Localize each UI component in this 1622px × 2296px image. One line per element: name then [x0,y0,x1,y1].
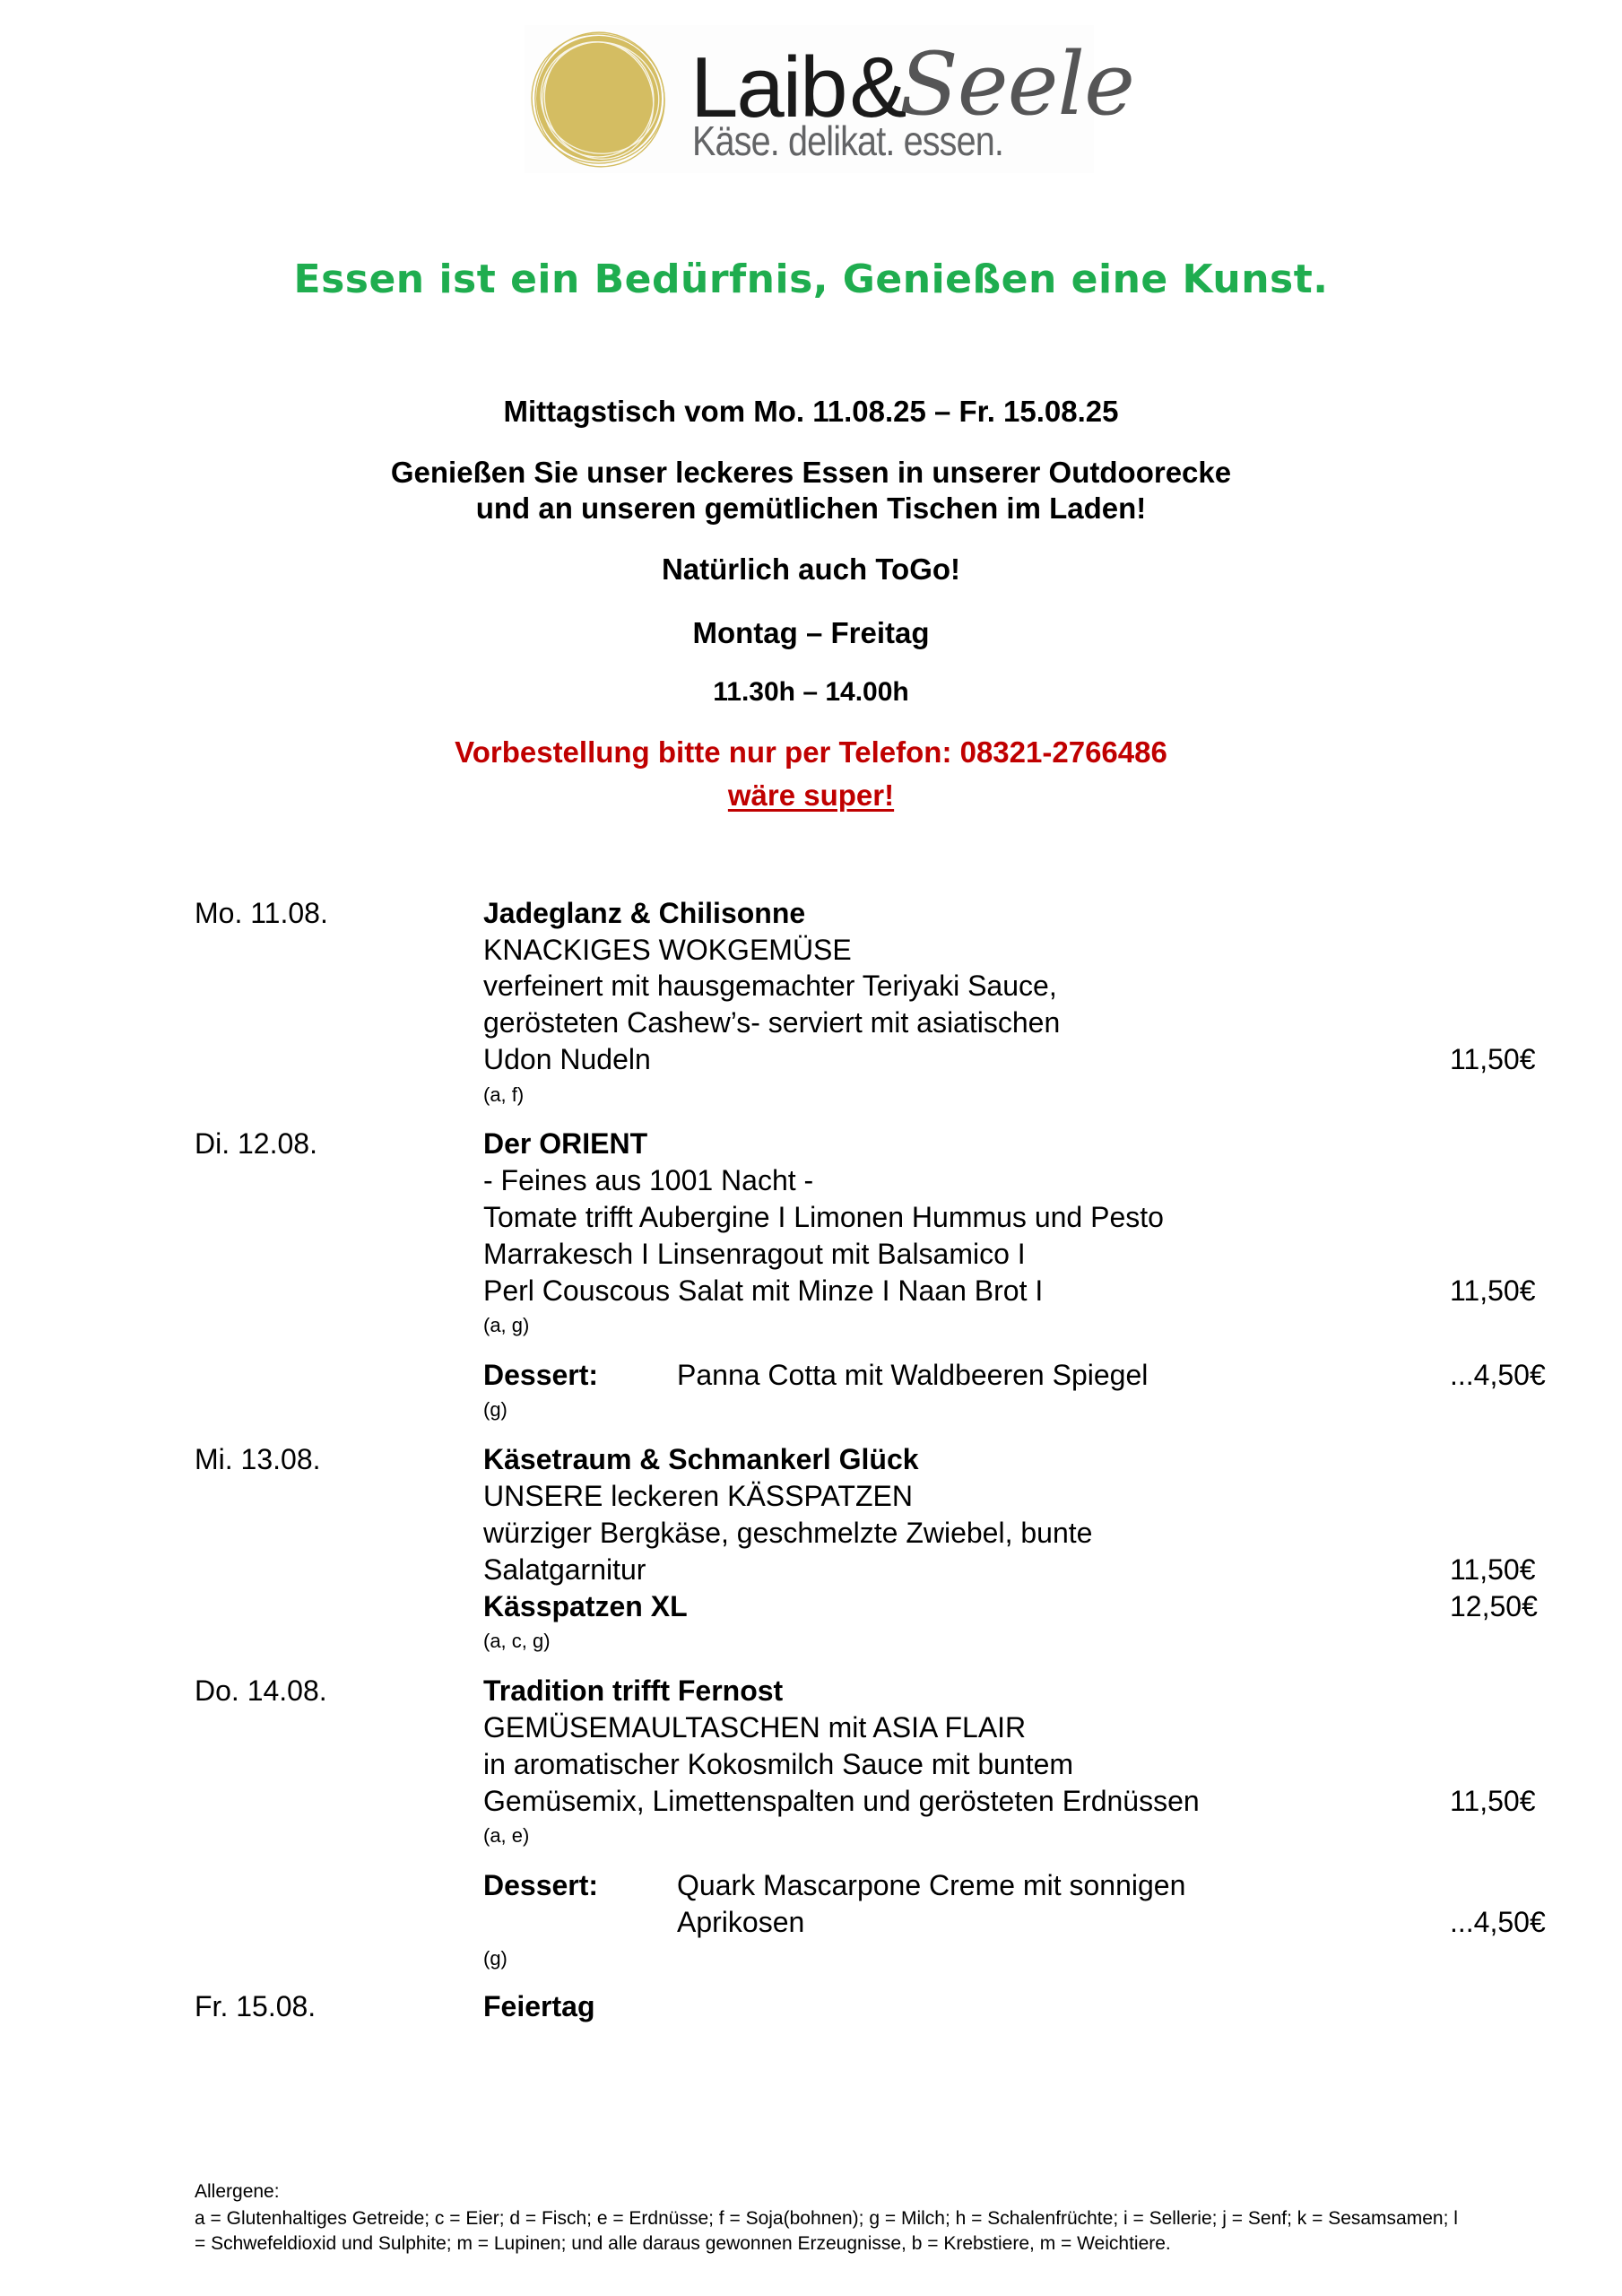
preorder-phone-note: Vorbestellung bitte nur per Telefon: 08321-2766486 [455,735,1167,769]
dish-title: Der ORIENT [483,1127,648,1160]
dish-line: Tomate trifft Aubergine I Limonen Hummus und Pesto [483,1201,1164,1233]
day-date: Fr. 15.08. [195,1990,317,2022]
dessert-name: Quark Mascarpone Creme mit sonnigen [677,1869,1186,1901]
dish-allergens: (a, f) [483,1083,525,1106]
dish-line: GEMÜSEMAULTASCHEN mit ASIA FLAIR [483,1711,1027,1744]
menu-period-title: Mittagstisch vom Mo. 11.08.25 – Fr. 15.08.25 [503,395,1119,428]
dish-line: Salatgarnitur [483,1553,646,1586]
invite-line-2: und an unseren gemütlichen Tischen im Laden! [475,491,1147,525]
preorder-note-link: wäre super! [727,778,895,812]
logo-wordmark-laib: Laib& [690,39,906,135]
dish-line: Gemüsemix, Limettenspalten und gerösteten Erdnüssen [483,1785,1200,1817]
dish-line: Udon Nudeln [483,1043,651,1075]
slogan: Essen ist ein Bedürfnis, Genießen eine Kunst. [293,257,1329,302]
dessert-price: ...4,50€ [1450,1359,1546,1391]
dish-price: 11,50€ [1450,1785,1536,1817]
dessert-label: Dessert: [483,1359,599,1391]
dish-line: verfeinert mit hausgemachter Teriyaki Sauce, [483,970,1057,1002]
dish-title: Feiertag [483,1990,595,2022]
dish-line: gerösteten Cashew’s- serviert mit asiatischen [483,1006,1061,1039]
day-date: Do. 14.08. [195,1674,327,1707]
day-date: Di. 12.08. [195,1127,317,1160]
dish-line: würziger Bergkäse, geschmelzte Zwiebel, bunte [483,1517,1093,1549]
opening-hours: 11.30h – 14.00h [713,677,909,707]
togo-note: Natürlich auch ToGo! [661,552,961,586]
logo [525,25,1134,173]
dish-price: 11,50€ [1450,1274,1536,1307]
logo-tagline: Käse. delikat. essen. [692,117,1003,164]
dish-line: UNSERE leckeren KÄSSPATZEN [483,1480,913,1512]
dish-allergens: (a, c, g) [483,1630,551,1652]
dish-price: 11,50€ [1450,1043,1536,1075]
logo-wordmark-seele: Seele [899,34,1134,135]
dish-title: Tradition trifft Fernost [483,1674,784,1707]
dish-line: Perl Couscous Salat mit Minze I Naan Brot I [483,1274,1044,1307]
dish-title: Käsetraum & Schmankerl Glück [483,1443,919,1475]
dessert-name-cont: Aprikosen [677,1906,805,1938]
dish-allergens: (a, e) [483,1824,530,1847]
allergen-line-1: a = Glutenhaltiges Getreide; c = Eier; d = Fisch; e = Erdnüsse; f = Soja(bohnen); g = Milch; h = Schalenfrüchte; i = Sellerie; j = Senf; k = Sesamsamen; l [195,2208,1458,2229]
logo-circle-icon [525,25,668,169]
dish-price: 11,50€ [1450,1553,1536,1586]
dessert-price: ...4,50€ [1450,1906,1546,1938]
dish-line: - Feines aus 1001 Nacht - [483,1164,814,1196]
dish-xl-price: 12,50€ [1450,1590,1538,1622]
allergen-line-2: = Schwefeldioxid und Sulphite; m = Lupinen; und alle daraus gewonnen Erzeugnisse, b = Krebstiere, m = Weichtiere. [195,2233,1171,2254]
dish-xl-title: Kässpatzen XL [483,1590,688,1622]
day-date: Mi. 13.08. [195,1443,321,1475]
allergen-heading: Allergene: [195,2181,280,2202]
dish-line: KNACKIGES WOKGEMÜSE [483,934,852,966]
day-date: Mo. 11.08. [195,897,328,929]
invite-line-1: Genießen Sie unser leckeres Essen in unserer Outdoorecke [390,456,1232,489]
dish-title: Jadeglanz & Chilisonne [483,897,806,929]
dessert-label: Dessert: [483,1869,599,1901]
dessert-allergens: (g) [483,1398,507,1421]
dessert-name: Panna Cotta mit Waldbeeren Spiegel [677,1359,1149,1391]
opening-days: Montag – Freitag [692,616,930,649]
dessert-allergens: (g) [483,1947,507,1970]
dish-line: Marrakesch I Linsenragout mit Balsamico I [483,1238,1026,1270]
dish-line: in aromatischer Kokosmilch Sauce mit buntem [483,1748,1074,1780]
dish-allergens: (a, g) [483,1314,530,1336]
